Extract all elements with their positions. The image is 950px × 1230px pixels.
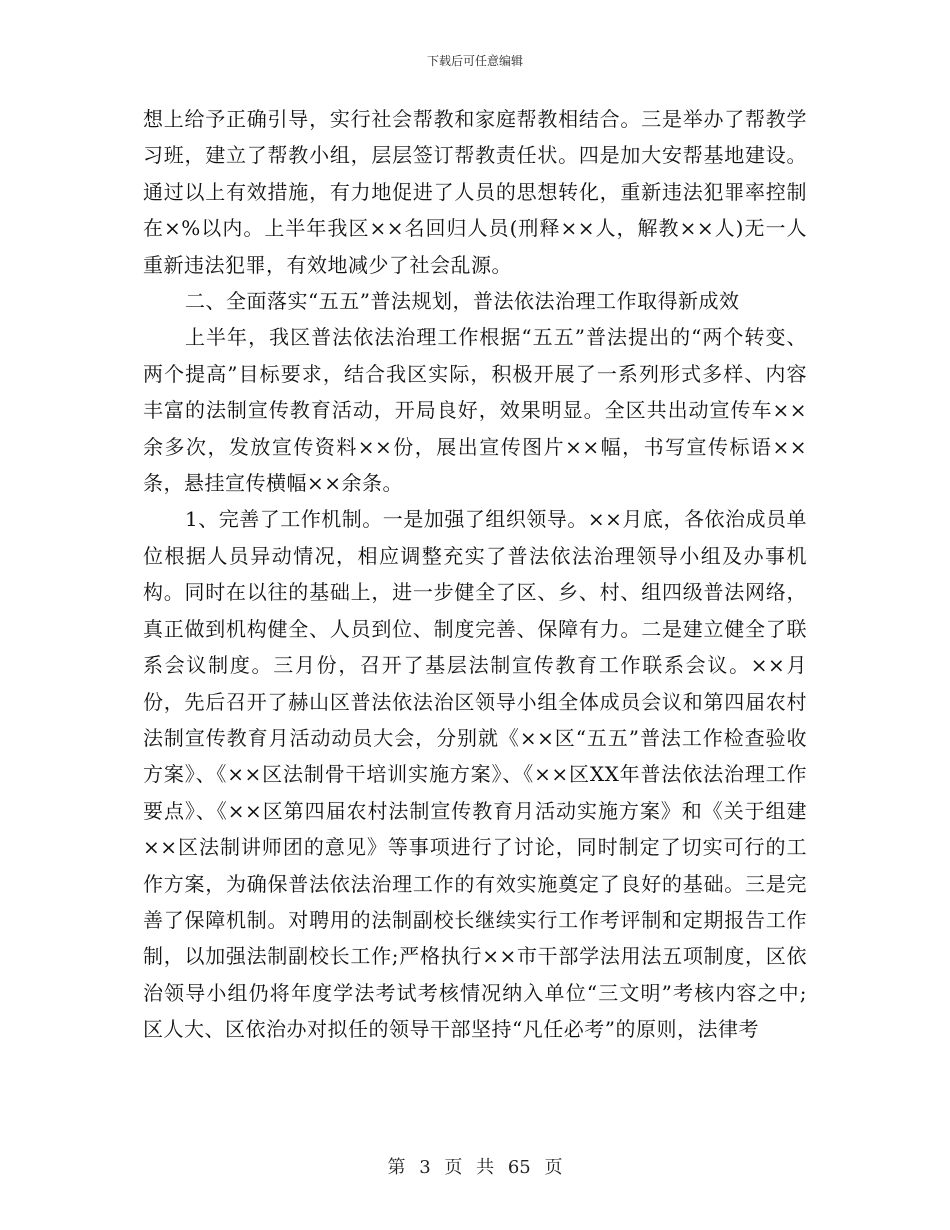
body-paragraph: 上半年，我区普法依法治理工作根据“五五”普法提出的“两个转变、两个提高”目标要求，结合我区实际，积极开展了一系列形式多样、内容丰富的法制宣传教育活动，开局良好，效果明显。全区共出动宣传车××余多次，发放宣传资料××份，展出宣传图片××幅，书写宣传标语××条，悬挂宣传横幅××余条。 [143,325,807,496]
page-number-footer: 第 3 页 共 65 页 [387,1157,563,1178]
document-body [143,101,807,1048]
section-heading: 二、全面落实“五五”普法规划，普法依法治理工作取得新成效 [185,289,740,314]
page-header-note: 下载后可任意编辑 [426,54,523,68]
body-paragraph: 1、完善了工作机制。一是加强了组织领导。××月底，各依治成员单位根据人员异动情况，相应调整充实了普法依法治理领导小组及办事机构。同时在以往的基础上，进一步健全了区、乡、村、组四级普法网络，真正做到机构健全、人员到位、制度完善、保障有力。二是建立健全了联系会议制度。三月份，召开了基层法制宣传教育工作联系会议。××月份，先后召开了赫山区普法依法治区领导小组全体成员会议和第四届农村法制宣传教育月活动动员大会，分别就《××区“五五”普法工作检查验收方案》、《××区法制骨干培训实施方案》、《××区XX年普法依法治理工作要点》、《××区第四届农村法制宣传教育月活动实施方案》和《关于组建××区法制讲师团的意见》等事项进行了讨论，同时制定了切实可行的工作方案，为确保普法依法治理工作的有效实施奠定了良好的基础。三是完善了保障机制。对聘用的法制副校长继续实行工作考评制和定期报告工作制，以加强法制副校长工作;严格执行××市干部学法用法五项制度，区依治领导小组仍将年度学法考试考核情况纳入单位“三文明”考核内容之中;区人大、区依治办对拟任的领导干部坚持“凡任必考”的原则，法律考 [143,507,807,1042]
body-paragraph-continuation: 想上给予正确引导，实行社会帮教和家庭帮教相结合。三是举办了帮教学习班，建立了帮教小组，层层签订帮教责任状。四是加大安帮基地建设。通过以上有效措施，有力地促进了人员的思想转化，重新违法犯罪率控制在×%以内。上半年我区××名回归人员(刑释××人，解教××人)无一人重新违法犯罪，有效地减少了社会乱源。 [143,107,807,277]
